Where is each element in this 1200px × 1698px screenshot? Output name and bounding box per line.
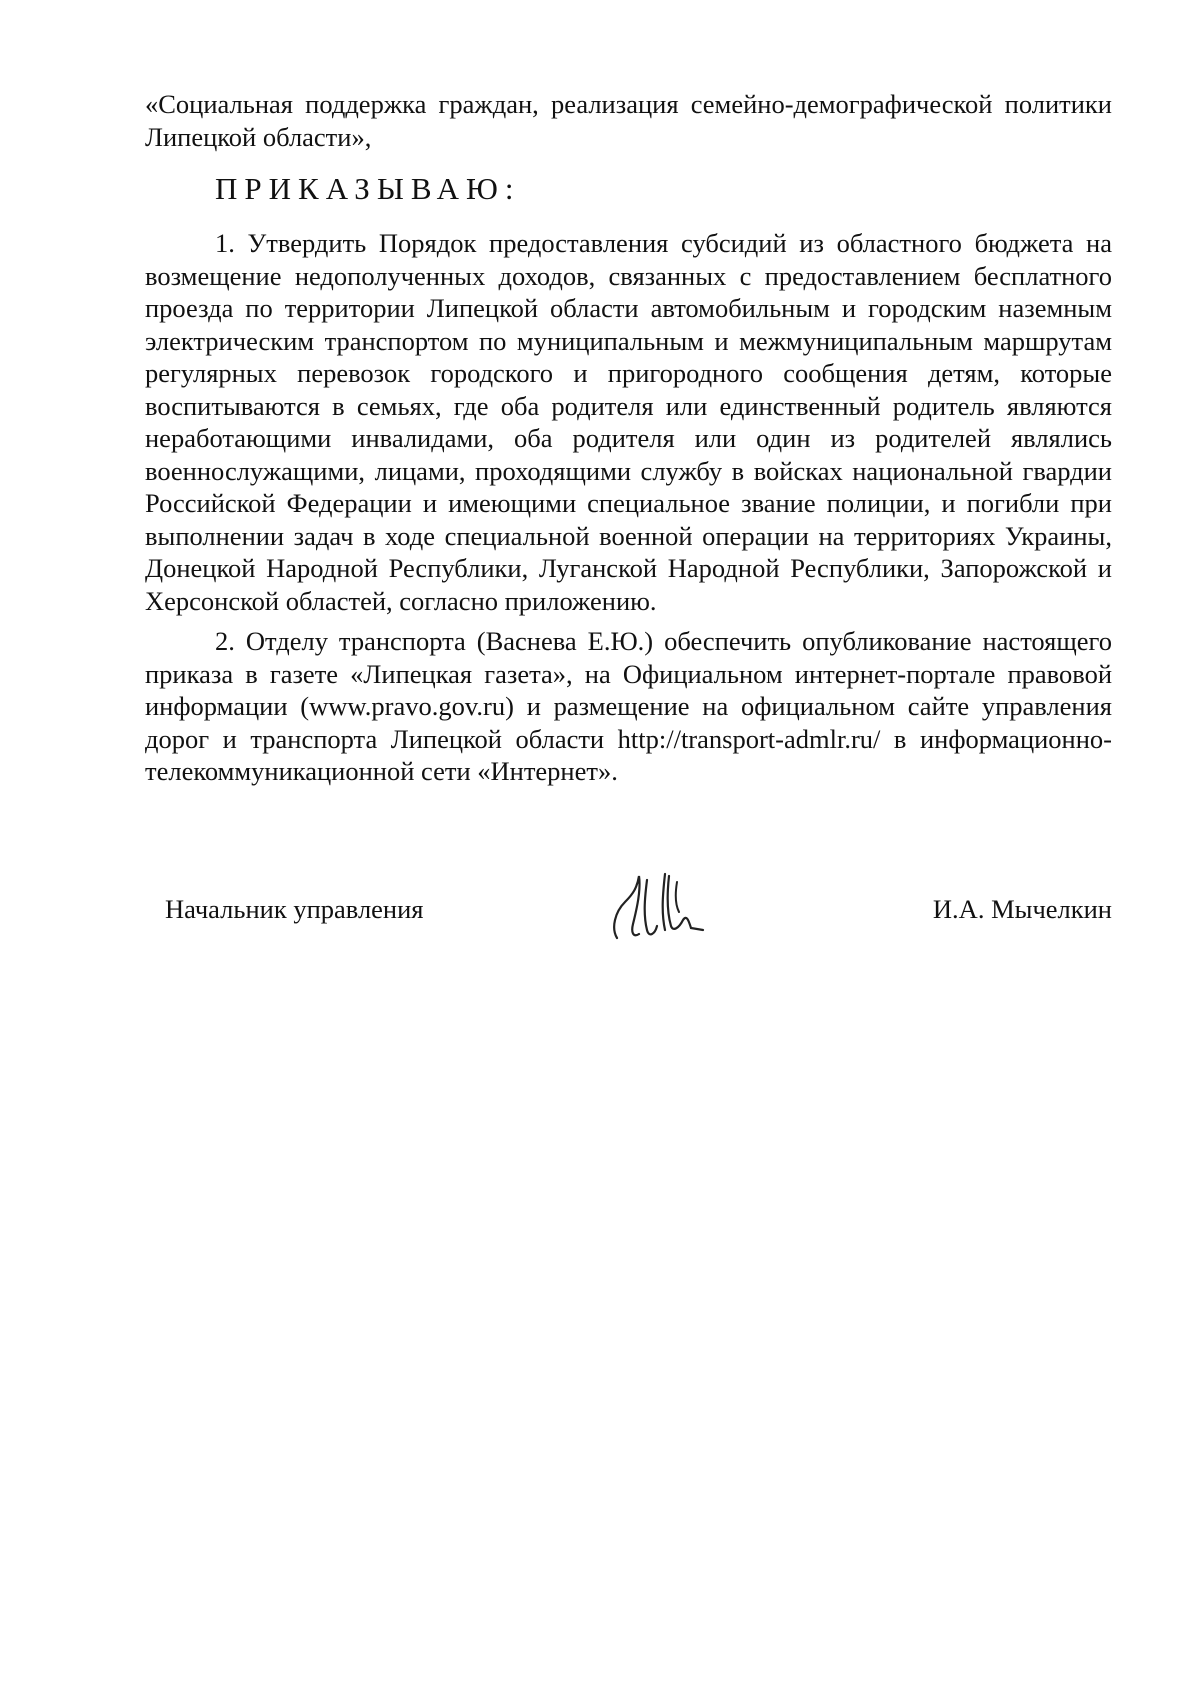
order-heading: ПРИКАЗЫВАЮ: <box>215 171 521 206</box>
order-item-1: 1. Утвердить Порядок предоставления субсидий из областного бюджета на возмещение недополученных доходов, связанных с предоставлением бесплатного проезда по территории Липецкой области автомобильным и городским наземным электрическим транспортом по муниципальным и межмуниципальным маршрутам регулярных перевозок городского и пригородного сообщения детям, которые воспитываются в семьях, где оба родителя или единственный родитель являются неработающими инвалидами, оба родителя или один из родителей являлись военнослужащими, лицами, проходящими службу в войсках национальной гвардии Российской Федерации и имеющими специальное звание полиции, и погибли при выполнении задач в ходе специальной военной операции на территориях Украины, Донецкой Народной Республики, Луганской Народной Республики, Запорожской и Херсонской областей, согласно приложению. <box>145 228 1112 616</box>
signer-name: И.А. Мычелкин <box>932 894 1112 924</box>
handwritten-signature <box>603 868 723 948</box>
intro-paragraph: «Социальная поддержка граждан, реализация семейно-демографической политики Липецкой области», <box>145 89 1112 152</box>
document-body <box>145 88 1112 788</box>
order-item-2: 2. Отделу транспорта (Васнева Е.Ю.) обеспечить опубликование настоящего приказа в газете «Липецкая газета», на Официальном интернет-портале правовой информации (www.pravo.gov.ru) и размещение на официальном сайте управления дорог и транспорта Липецкой области http://transport-admlr.ru/ в информационно-телекоммуникационной сети «Интернет». <box>145 626 1112 786</box>
signer-position: Начальник управления <box>165 894 424 924</box>
signature-block <box>145 893 1112 963</box>
